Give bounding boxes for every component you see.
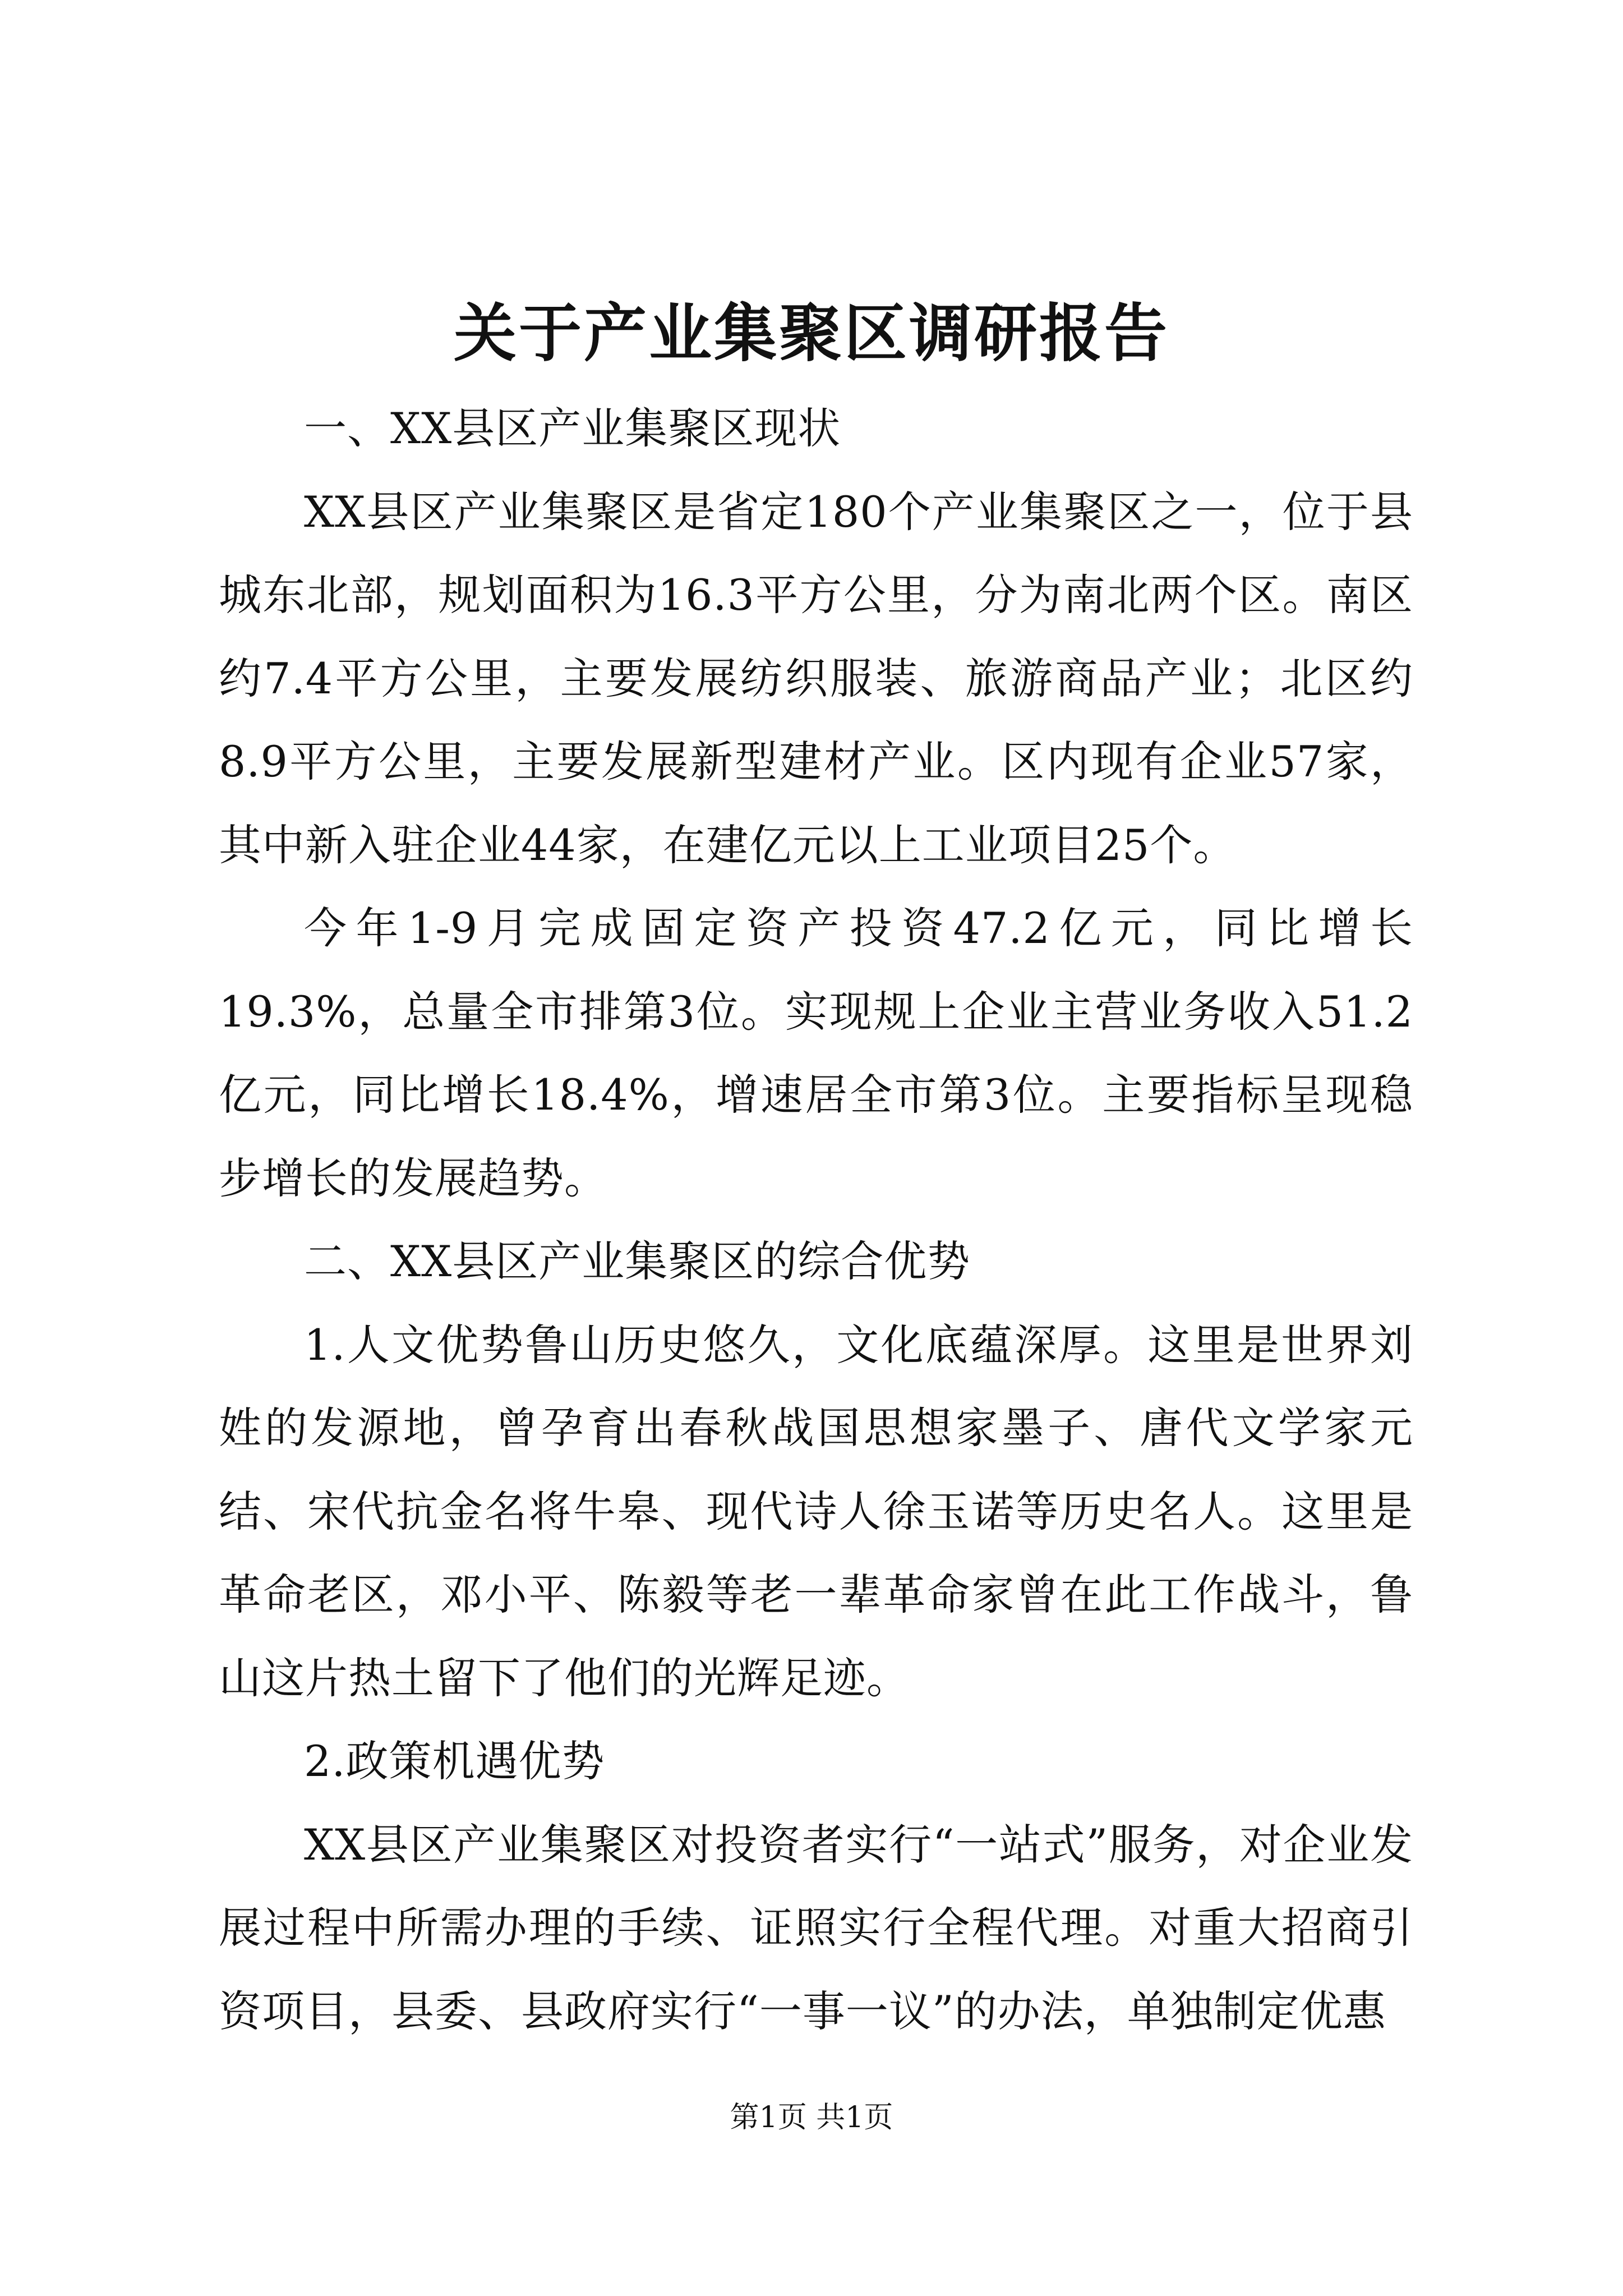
subheading-policy-advantage: 2.政策机遇优势: [304, 1736, 605, 1786]
document-body: [219, 387, 1413, 2053]
page-footer: 第1页 共1页: [730, 2101, 893, 2134]
paragraph-investment: 今年1-9月完成固定资产投资47.2亿元，同比增长19.3%，总量全市排第3位。实现规上企业主营业务收入51.2亿元，同比增长18.4%，增速居全市第3位。主要指标呈现稳步增长的发展趋势。: [219, 903, 1413, 1203]
section-heading-1: 一、XX县区产业集聚区现状: [304, 403, 841, 453]
section-heading-2: 二、XX县区产业集聚区的综合优势: [304, 1236, 971, 1286]
paragraph-overview: XX县区产业集聚区是省定180个产业集聚区之一，位于县城东北部，规划面积为16.3平方公里，分为南北两个区。南区约7.4平方公里，主要发展纺织服装、旅游商品产业；北区约8.9平方公里，主要发展新型建材产业。区内现有企业57家，其中新入驻企业44家，在建亿元以上工业项目25个。: [219, 486, 1413, 870]
paragraph-cultural-advantage: 1.人文优势鲁山历史悠久，文化底蕴深厚。这里是世界刘姓的发源地，曾孕育出春秋战国思想家墨子、唐代文学家元结、宋代抗金名将牛皋、现代诗人徐玉诺等历史名人。这里是革命老区，邓小平、陈毅等老一辈革命家曾在此工作战斗，鲁山这片热土留下了他们的光辉足迹。: [219, 1319, 1413, 1703]
paragraph-policy: XX县区产业集聚区对投资者实行“一站式”服务，对企业发展过程中所需办理的手续、证照实行全程代理。对重大招商引资项目，县委、县政府实行“一事一议”的办法，单独制定优惠: [219, 1819, 1413, 2036]
document-title: 关于产业集聚区调研报告: [454, 297, 1169, 370]
